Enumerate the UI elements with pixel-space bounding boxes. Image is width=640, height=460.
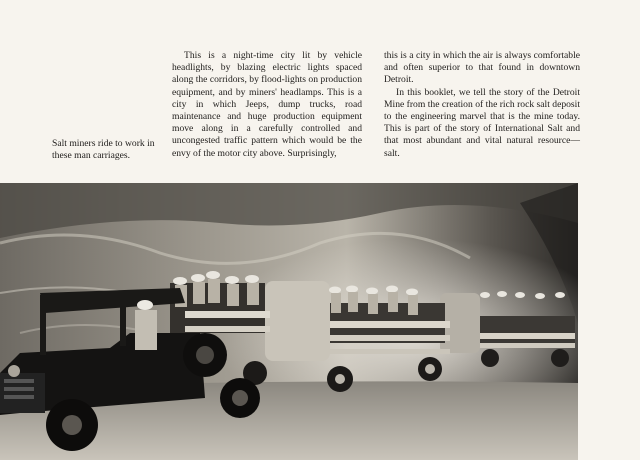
body-paragraph-continued: this is a city in which the air is always comfortable and often superior to that found in downtown Detroit. [384,50,580,86]
mine-photograph [0,183,578,460]
body-paragraph: In this booklet, we tell the story of the Detroit Mine from the creation of the rich rock salt deposit to the engineering marvel that is the mine today. This is part of the story of International Salt and that most abundant and vital natural resource—salt. [384,86,580,159]
photo-caption: Salt miners ride to work in these man carriages. [52,138,155,161]
text-column-right [384,50,580,160]
text-column-left [172,50,362,160]
photo-illustration [0,183,578,460]
body-paragraph: This is a night-time city lit by vehicle headlights, by blazing electric lights spaced along the corridors, by flood-lights on production equipment, and by miners' headlamps. This is a city in which Jeeps, dump trucks, road maintenance and huge production equipment move along in a carefully controlled and uncongested traffic pattern which would be the envy of the motor city above. Surprisingly, [172,50,362,159]
